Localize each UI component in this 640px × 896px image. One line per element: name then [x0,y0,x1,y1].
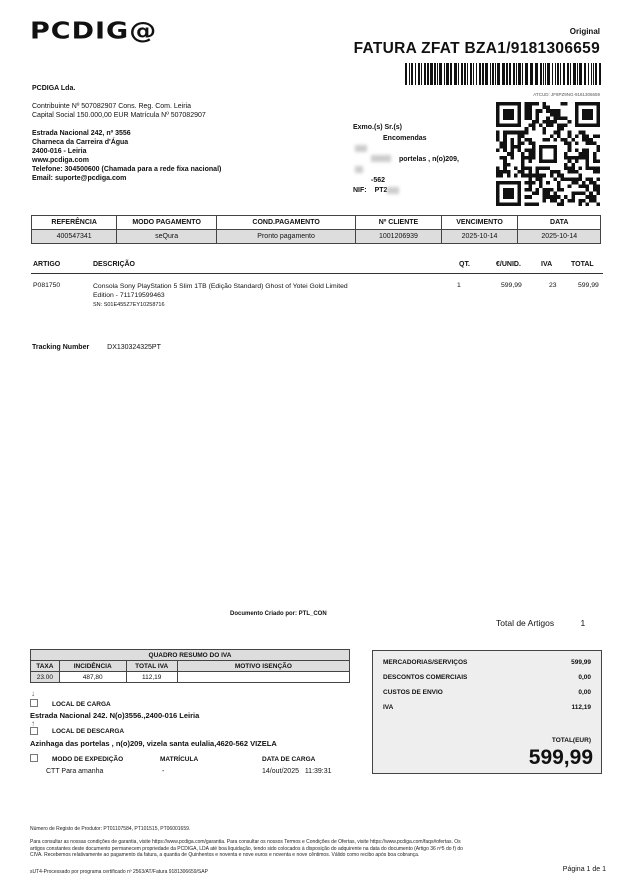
redacted-block [355,166,363,173]
matricula-value: - [162,768,165,775]
data-carga-value: 14/out/2025 11:39:31 [262,768,332,775]
qr-code-icon [496,102,600,206]
barcode-icon [405,63,601,85]
box-icon [30,727,38,735]
created-by: Documento Criado por: PTL_CON [230,611,327,617]
item-qt: 1 [457,282,461,289]
seller-addr1: Estrada Nacional 242, nº 3556 [32,130,131,137]
arrow-up-icon: ↑ [31,719,35,728]
total-artigos-label: Total de Artigos [496,618,555,628]
client-nif-value: PT2 [374,187,388,194]
iva-value: 112,19 [571,704,591,711]
table-row [31,279,603,319]
tracking-number: DX130324325PT [107,344,161,351]
local-carga: Estrada Nacional 242. N(o)3556.,2400-016 Leiria [30,711,200,720]
local-descarga-label: LOCAL DE DESCARGA [52,728,125,735]
item-artigo: P081750 [33,282,61,289]
meta-value: 1001206939 [356,230,441,244]
client-line2: portelas , n(o)209, [399,155,459,163]
footer-line: CIVA. Recebemos relativamente ao pagamento da fatura, a quantia de Quinhentos e noventa e nove euros e noventa e nove cêntimos. Válido como recibo após boa cobrança. [30,852,420,858]
footer-line: artigos constantes deste documento permanecem propriedade da PCDIGA, LDA até boa liquidação, tendo sido colocados à disposição do adquirente na data do documento (Artigo 36 nº5 do f) do [30,845,463,852]
footer-cert: sUT4-Processado por programa certificado nº 2563/AT/Fatura 9181306659/SAP [30,869,208,875]
items-header [31,258,603,274]
iva-summary-title: QUADRO RESUMO DO IVA [31,650,350,661]
client-info [353,123,459,197]
total-label: TOTAL(EUR) [551,737,591,744]
item-desc-line1: Consola Sony PlayStation 5 Slim 1TB (Edição Standard) Ghost of Yotei Gold Limited [93,283,348,290]
envio-value: 0,00 [578,689,591,696]
mercadorias-value: 599,99 [571,659,591,666]
iva-taxa: 23.00 [31,672,60,683]
total-artigos-value: 1 [580,618,586,628]
iva-label: IVA [383,704,394,711]
meta-header: REFERÊNCIA [32,216,117,230]
iva-header: INCIDÊNCIA [59,661,126,672]
redacted-block [355,145,367,152]
iva-header: TOTAL IVA [126,661,177,672]
seller-addr2: Charneca da Carreira d'Água [32,139,129,146]
footer-legal [30,839,605,859]
seller-line2: Capital Social 150.000,00 EUR Matrícula Nº 507082907 [32,112,206,119]
company-logo: PCDIG@ [30,18,158,45]
totals-box [372,650,602,774]
tracking-label: Tracking Number [32,344,90,351]
iva-motivo [177,672,349,683]
iva-total: 112,19 [126,672,177,683]
envio-label: CUSTOS DE ENVIO [383,689,443,696]
redacted-block [387,187,399,194]
descontos-value: 0,00 [578,674,591,681]
seller-addr3: 2400-016 - Leiria [32,148,87,155]
meta-header: VENCIMENTO [441,216,518,230]
item-iva: 23 [549,282,557,289]
seller-info [32,84,221,183]
redacted-block [371,155,391,162]
arrow-down-icon: ↓ [31,689,35,698]
meta-value: 2025-10-14 [441,230,518,244]
meta-value: 2025-10-14 [518,230,601,244]
descontos-label: DESCONTOS COMERCIAIS [383,674,468,681]
iva-header: TAXA [31,661,60,672]
iva-summary-table [30,649,350,691]
col-descricao: DESCRIÇÃO [93,261,136,268]
footer-line: Para consultar as nossas condições de garantia, visite https://www.pcdiga.com/garantia. Para consultar os nossos Termos e Condições de Ofertas, visite https://www.pcdiga.com/faqs#ofertas. Os [30,839,461,845]
iva-header: MOTIVO ISENÇÃO [177,661,349,672]
document-meta-table [31,215,601,244]
meta-header: DATA [518,216,601,230]
meta-value: 400547341 [32,230,117,244]
item-unid: 599,99 [501,282,522,289]
local-carga-label: LOCAL DE CARGA [52,701,111,708]
col-iva: IVA [541,261,553,268]
meta-header: Nº CLIENTE [356,216,441,230]
document-title: FATURA ZFAT BZA1/9181306659 [353,40,600,57]
grand-total: 599,99 [528,746,593,769]
item-desc-line2: Edition - 711719599463 [93,292,165,299]
tracking [32,344,161,351]
item-total: 599,99 [578,282,599,289]
client-line3: -562 [371,176,386,184]
col-qt: QT. [459,261,470,268]
meta-header: MODO PAGAMENTO [117,216,217,230]
seller-name: PCDIGA Lda. [32,85,76,92]
col-total: TOTAL [571,261,594,268]
modo-label: MODO DE EXPEDIÇÃO [52,756,124,763]
item-description [93,282,433,310]
seller-web: www.pcdiga.com [32,157,89,164]
seller-phone: Telefone: 304500600 (Chamada para a rede fixa nacional) [32,166,222,173]
iva-incidencia: 487,80 [59,672,126,683]
page-number: Página 1 de 1 [562,866,606,873]
footer-registo: Número de Registo de Produtor: PT01107584, PT101515, PT06001659. [30,826,191,832]
seller-line1: Contribuinte Nº 507082907 Cons. Reg. Com. Leiria [32,103,191,110]
meta-value: seQura [117,230,217,244]
col-artigo: ARTIGO [33,261,61,268]
client-greeting: Exmo.(s) Sr.(s) [353,124,403,131]
meta-value: Pronto pagamento [216,230,355,244]
meta-header: COND.PAGAMENTO [216,216,355,230]
col-unid: €/UNID. [496,261,521,268]
truck-icon [30,754,38,762]
box-icon [30,699,38,707]
local-descarga: Azinhaga das portelas , n(o)209, vizela santa eulalia,4620-562 VIZELA [30,739,277,748]
client-nif-label: NIF: [353,187,367,194]
mercadorias-label: MERCADORIAS/SERVIÇOS [383,659,468,666]
matricula-label: MATRÍCULA [160,756,199,763]
seller-email: Email: suporte@pcdiga.com [32,175,127,182]
copy-label: Original [569,27,600,36]
item-serial: SN: S01E455Z7EY10258716 [93,302,165,308]
data-carga-label: DATA DE CARGA [262,756,316,763]
client-line1: Encomendas [383,134,427,142]
atcud-code: ATCUD: JF8PZ9NG-9181306659 [533,92,600,97]
modo-value: CTT Para amanha [46,768,104,775]
total-artigos [496,618,585,628]
